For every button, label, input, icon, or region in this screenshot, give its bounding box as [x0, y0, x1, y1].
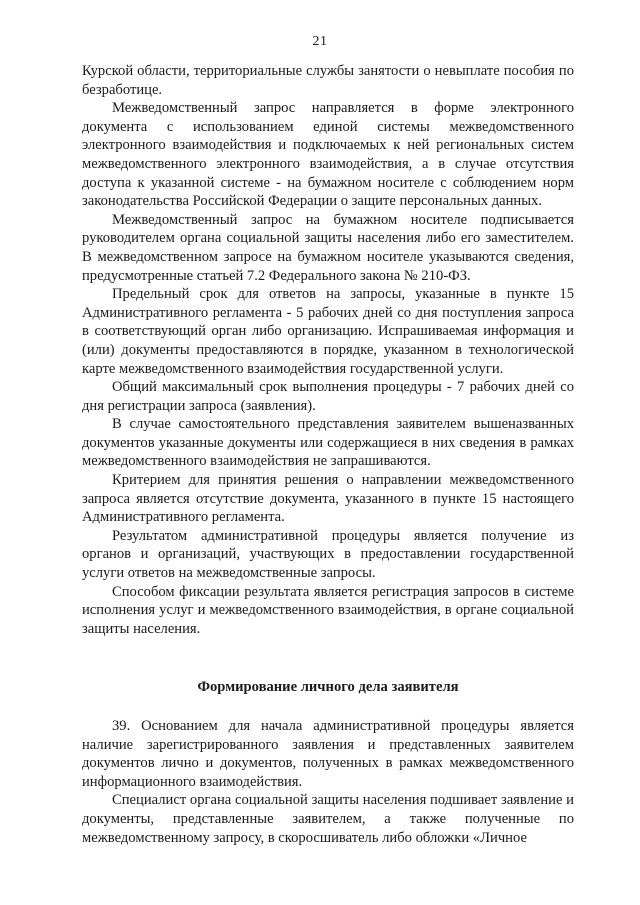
section-paragraph-1: 39. Основанием для начала административной процедуры является наличие зарегистрированного заявления и представленных заявителем документов лично и документов, полученных в рамках межведомственного информационного взаимодействия. — [82, 718, 574, 790]
paragraph-5: Общий максимальный срок выполнения процедуры - 7 рабочих дней со дня регистрации запроса (заявления). — [82, 379, 574, 414]
document-body — [82, 62, 574, 847]
paragraph-6: В случае самостоятельного представления заявителем вышеназванных документов указанные документы или содержащиеся в них сведения в рамках межведомственного взаимодействия не запрашиваются. — [82, 416, 574, 470]
paragraph-3: Межведомственный запрос на бумажном носителе подписывается руководителем органа социальной защиты населения либо его заместителем. В межведомственном запросе на бумажном носителе указываются сведения, предусмотренные статьей 7.2 Федерального закона № 210-ФЗ. — [82, 211, 574, 284]
paragraph-9: Способом фиксации результата является регистрация запросов в системе исполнения услуг и межведомственного взаимодействия, в органе социальной защиты населения. — [82, 583, 574, 637]
paragraph-2: Межведомственный запрос направляется в форме электронного документа с использованием единой системы межведомственного электронного взаимодействия и подключаемых к ней региональных систем межведомственного электронного взаимодействия, а в случае отсутствия доступа к указанной системе - на бумажном носителе с соблюдением норм законодательства Российской Федерации о защите персональных данных. — [82, 100, 574, 210]
paragraph-1: Курской области, территориальные службы занятости о невыплате пособия по безработице. — [82, 63, 574, 98]
section-paragraph-2: Специалист органа социальной защиты населения подшивает заявление и документы, представленные заявителем, а также полученные по межведомственному запросу, в скоросшиватель либо обложки «Личное — [82, 792, 574, 846]
paragraph-7: Критерием для принятия решения о направлении межведомственного запроса является отсутствие документа, указанного в пункте 15 настоящего Административного регламента. — [82, 472, 574, 526]
paragraph-4: Предельный срок для ответов на запросы, указанные в пункте 15 Административного регламента - 5 рабочих дней со дня поступления запроса в соответствующий орган либо организацию. Испрашиваемая информация и (или) документы предоставляются в порядке, указанном в технологической карте межведомственного взаимодействия государственной услуги. — [82, 286, 574, 377]
section-heading: Формирование личного дела заявителя — [197, 679, 459, 696]
paragraph-8: Результатом административной процедуры является получение из органов и организаций, участвующих в предоставлении государственной услуги ответов на межведомственные запросы. — [82, 527, 574, 582]
page-number: 21 — [312, 34, 328, 49]
